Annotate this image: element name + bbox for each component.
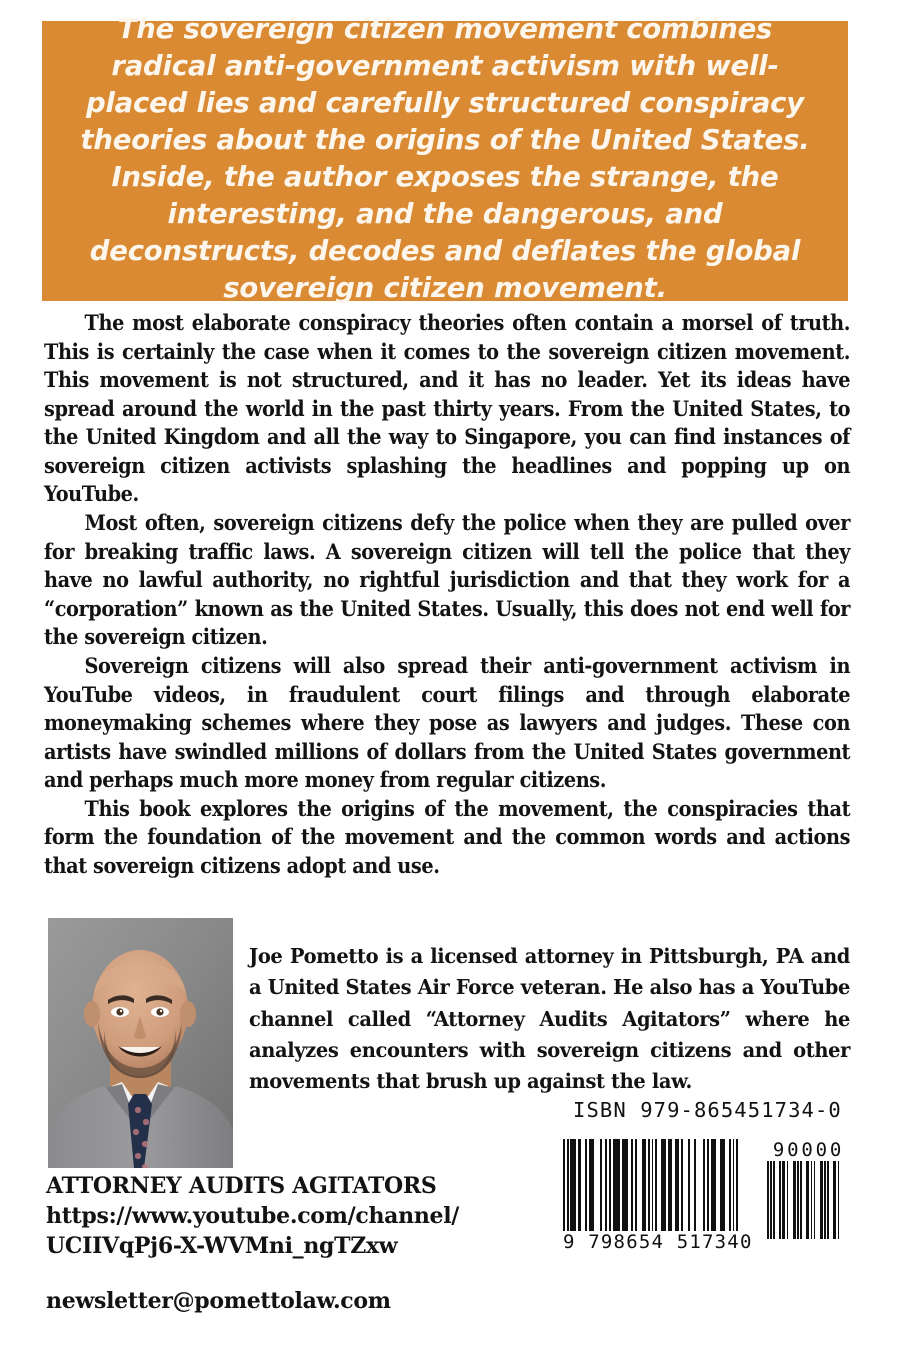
body-paragraph-3: Sovereign citizens will also spread their anti-government activism in YouTube videos, in fraudulent court filings and through elaborate moneymaking schemes where they pose as lawyers and judges. These con artists have swindled millions of dollars from the United States government and perhaps much more money from regular citizens. [44, 652, 851, 793]
author-bio: Joe Pometto is a licensed attorney in Pittsburgh, PA and a United States Air Force veteran. He also has a YouTube channel called “Attorney Audits Agitators” where he analyzes encounters with sovereign citizens and other movements that brush up against the law. [249, 944, 851, 1094]
channel-url-line-1[interactable]: https://www.youtube.com/channel/ [46, 1202, 459, 1229]
contact-email[interactable]: newsletter@pomettolaw.com [46, 1288, 391, 1315]
addon-barcode [767, 1139, 850, 1239]
isbn-text: ISBN 979-865451734-0 [573, 1098, 842, 1122]
contact-block [46, 1172, 546, 1317]
body-paragraph-2: Most often, sovereign citizens defy the police when they are pulled over for breaking traffic laws. A sovereign citizen will tell the police that they have no lawful authority, no rightful jurisdiction and that they work for a “corporation” known as the United States. Usually, this does not end well for the sovereign citizen. [44, 510, 851, 650]
blurb-text: The sovereign citizen movement combines radical anti-government activism with well-placed lies and carefully structured conspiracy theories about the origins of the United States. Inside, the author exposes the strange, the interesting, and the dangerous, and deconstructs, decodes and deflates the global sovereign citizen movement. [80, 13, 810, 304]
channel-name: ATTORNEY AUDITS AGITATORS [46, 1173, 437, 1199]
ean13-bars [563, 1139, 753, 1231]
addon-bars [767, 1161, 850, 1239]
barcode-area [563, 1098, 853, 1303]
body-copy [44, 309, 850, 881]
barcode-graphics [563, 1131, 853, 1296]
author-photo [48, 918, 233, 1168]
body-paragraph-4: This book explores the origins of the movement, the conspiracies that form the foundation of the movement and the common words and actions that sovereign citizens adopt and use. [44, 795, 851, 878]
author-headshot-illustration [48, 918, 233, 1168]
channel-url-line-2[interactable]: UCIIVqPj6-X-WVMni_ngTZxw [46, 1232, 398, 1259]
ean13-barcode [563, 1139, 753, 1253]
blurb-panel [42, 13, 848, 304]
ean13-digits: 9 798654 517340 [563, 1231, 753, 1253]
body-paragraph-1: The most elaborate conspiracy theories often contain a morsel of truth. This is certainly the case when it comes to the sovereign citizen movement. This movement is not structured, and it has no leader. Yet its ideas have spread around the world in the past thirty years. From the United States, to the United Kingdom and all the way to Singapore, you can find instances of sovereign citizen activists splashing the headlines and popping up on YouTube. [44, 310, 851, 507]
addon-digits: 90000 [772, 1139, 845, 1161]
